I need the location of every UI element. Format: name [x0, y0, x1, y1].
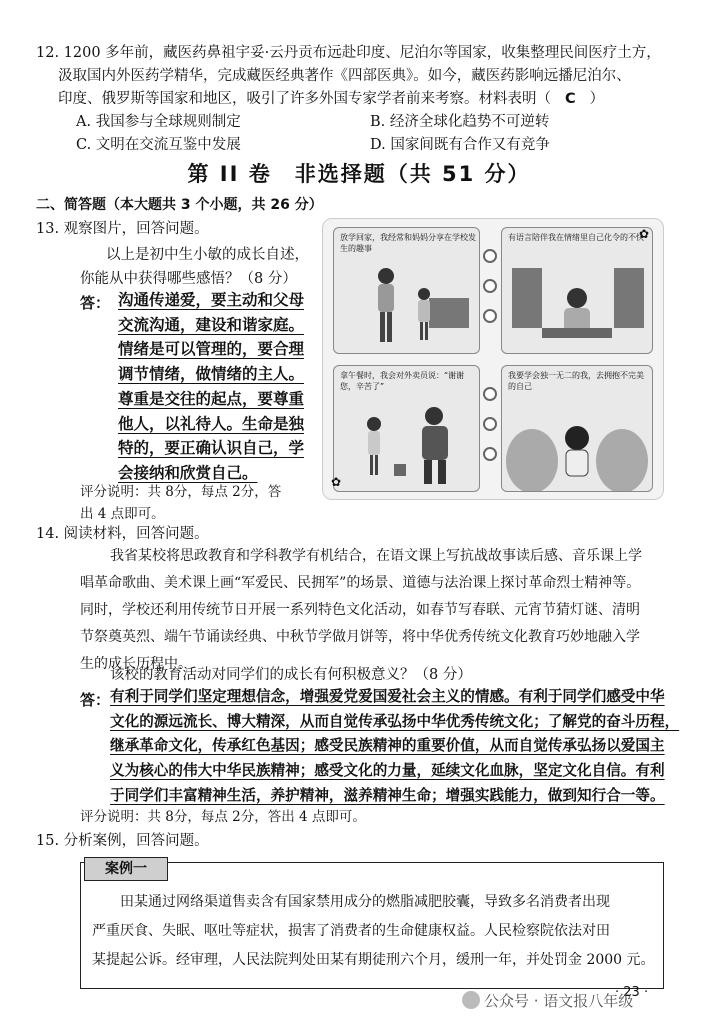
q14-answer-label: 答： — [80, 691, 111, 709]
case-text — [92, 888, 662, 975]
q13-answer-line: 尊重是交往的起点，要尊重 — [118, 389, 305, 408]
comic-panel-1-caption: 放学回家，我经常和妈妈分享在学校发生的趣事 — [340, 233, 476, 253]
q12-line-3 — [58, 88, 604, 110]
page-number: · 23 · — [615, 985, 649, 1000]
q13-answer-line: 他人，以礼待人。生命是独 — [118, 414, 305, 433]
q13-answer-line: 交流沟通，建设和谐家庭。 — [118, 315, 305, 334]
q13-prompt-1: 以上是初中生小敏的成长自述， — [106, 247, 309, 263]
q12-close-paren: ） — [589, 91, 605, 107]
q13-answer-label: 答： — [80, 294, 111, 312]
q14-answer-line: 继承革命文化，传承红色基因；感受民族精神的重要价值，从而自觉传承弘扬以爱国主 — [110, 737, 665, 755]
q14-number: 14. 阅读材料，回答问题。 — [36, 526, 209, 542]
case-line: 某提起公诉。经审理，人民法院判处田某有期徒刑六个月，缓刑一年，并处罚金 2000 元。 — [92, 952, 655, 968]
q13-answer-line: 调节情绪，做情绪的主人。 — [118, 365, 305, 384]
q13-answer-line: 情绪是可以管理的，要合理 — [118, 340, 305, 359]
q14-material-line: 同时，学校还利用传统节日开展一系列特色文化活动，如春节写春联、元宵节猜灯谜、清明 — [80, 602, 640, 618]
binder-ring-icon — [483, 387, 497, 401]
q14-material-line: 节祭奠英烈、端午节诵读经典、中秋节学做月饼等，将中华优秀传统文化教育巧妙地融入学 — [80, 629, 640, 645]
girl-reading-drawing — [502, 228, 652, 353]
q12-option-c: C. 文明在交流互鉴中发展 — [76, 137, 241, 153]
q13-answer-line: 沟通传递爱，要主动和父母 — [118, 291, 305, 309]
q13-answer-line: 会接纳和欣赏自己。 — [118, 463, 258, 482]
q13-number: 13. 观察图片，回答问题。 — [36, 221, 209, 237]
comic-illustration — [322, 218, 664, 500]
comic-panel-2 — [501, 227, 653, 354]
q12-line-2: 汲取国内外医药学精华，完成藏医经典著作《四部医典》。如今，藏医药影响远播尼泊尔、 — [58, 68, 631, 84]
wechat-icon — [462, 991, 480, 1009]
q15-number: 15. 分析案例，回答问题。 — [36, 833, 209, 849]
flower-icon: ✿ — [639, 227, 650, 241]
mother-daughter-drawing — [334, 228, 479, 353]
watermark-text: 公众号 · 语文报八年级 — [484, 992, 634, 1010]
q14-answer-line: 义为核心的伟大中华民族精神；感受文化的力量，延续文化血脉，坚定文化自信。有利 — [110, 762, 665, 780]
comic-panel-3-caption: 拿午餐时，我会对外卖员说：“谢谢您，辛苦了” — [340, 371, 465, 391]
q12-option-b: B. 经济全球化趋势不可逆转 — [370, 114, 550, 130]
q12-option-d: D. 国家间既有合作又有竞争 — [370, 137, 550, 153]
q14-material-line: 唱革命歌曲、美术课上画“军爱民、民拥军”的场景、道德与法治课上探讨革命烈士精神等。 — [80, 575, 641, 591]
part2-heading: 二、简答题（本大题共 3 个小题，共 26 分） — [36, 197, 323, 213]
watermark — [462, 990, 633, 1011]
hands-embrace-drawing — [502, 366, 652, 491]
comic-panel-2-caption: 有语言陪伴我在情绪里自己化令的不快 — [508, 233, 644, 242]
comic-panel-4 — [501, 365, 653, 492]
q14-material — [80, 543, 660, 678]
comic-panel-4-caption: 我要学会独一无二的我，去拥抱不完美的自己 — [508, 371, 644, 391]
q14-material-line: 我省某校将思政教育和学科教学有机结合，在语文课上写抗战故事读后感、音乐课上学 — [110, 548, 642, 564]
q14-answer — [110, 685, 680, 809]
q12-option-a: A. 我国参与全球规则制定 — [76, 114, 241, 130]
delivery-thanks-drawing — [334, 366, 479, 491]
q13-answer-line: 特的，要正确认识自己，学 — [118, 439, 305, 458]
q12-line-1: 12. 1200 多年前，藏医药鼻祖宇妥·云丹贡布远赴印度、尼泊尔等国家，收集整理民间医疗土方， — [36, 45, 661, 61]
q13-answer — [118, 288, 318, 486]
binder-ring-icon — [483, 417, 497, 431]
case-line: 严重厌食、失眠、呕吐等症状，损害了消费者的生命健康权益。人民检察院依法对田 — [92, 923, 610, 939]
comic-panel-3 — [333, 365, 480, 492]
binder-ring-icon — [483, 249, 497, 263]
case-tag: 案例一 — [84, 857, 168, 881]
q14-answer-line: 于同学们丰富精神生活，养护精神，滋养精神生命；增强实践能力，做到知行合一等。 — [110, 786, 665, 804]
binder-ring-icon — [483, 279, 497, 293]
comic-panel-1 — [333, 227, 480, 354]
q14-scoring: 评分说明：共 8分，每点 2分，答出 4 点即可。 — [80, 809, 366, 825]
q12-line-3-text: 印度、俄罗斯等国家和地区，吸引了许多外国专家学者前来考察。材料表明（ — [58, 91, 551, 107]
q13-prompt-2: 你能从中获得哪些感悟？（8 分） — [80, 271, 297, 287]
q14-answer-line: 有利于同学们坚定理想信念，增强爱党爱国爱社会主义的情感。有利于同学们感受中华 — [110, 688, 665, 705]
q12-answer: C — [565, 91, 576, 107]
q13-scoring-1: 评分说明：共 8分，每点 2分，答 — [80, 484, 282, 500]
binder-ring-icon — [483, 309, 497, 323]
q14-answer-line: 文化的源远流长、博大精深，从而自觉传承弘扬中华优秀传统文化；了解党的奋斗历程， — [110, 712, 680, 730]
section-title: 第 II 卷 非选择题（共 51 分） — [187, 162, 531, 186]
case-line: 田某通过网络渠道售卖含有国家禁用成分的燃脂减肥胶囊，导致多名消费者出现 — [120, 894, 610, 910]
q14-material-line: 生的成长历程中。 — [80, 656, 192, 672]
flower-icon: ✿ — [331, 475, 342, 489]
binder-ring-icon — [483, 447, 497, 461]
q14-question: 该校的教育活动对同学们的成长有何积极意义？（8 分） — [110, 667, 472, 683]
q13-scoring-2: 出 4 点即可。 — [80, 506, 165, 522]
